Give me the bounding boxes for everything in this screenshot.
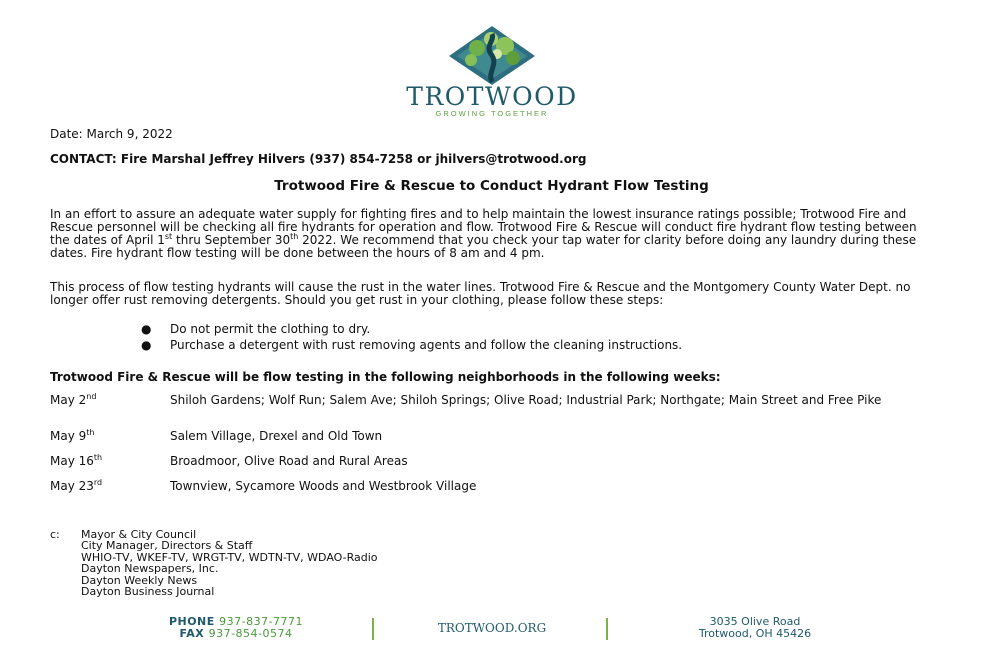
cc-recipient: Dayton Newspapers, Inc. <box>81 562 219 576</box>
schedule-date: May 23rd <box>50 478 103 493</box>
bullet-icon: ● <box>141 338 152 352</box>
cc-list <box>81 529 581 597</box>
footer-address <box>650 616 860 640</box>
schedule-date: May 2nd <box>50 392 97 407</box>
footer-website-link[interactable]: TROTWOOD.ORG <box>437 621 547 635</box>
footer-fax: FAX 937-854-0574 <box>179 627 293 640</box>
cleaning-steps-list <box>140 321 682 353</box>
bullet-icon: ● <box>141 322 152 336</box>
list-item: ● Do not permit the clothing to dry. <box>141 322 371 336</box>
schedule-areas: Shiloh Gardens; Wolf Run; Salem Ave; Shiloh Springs; Olive Road; Industrial Park; Northgate; Main Street and Free Pike <box>170 393 882 407</box>
cc-recipient: Mayor & City Council <box>81 528 197 541</box>
schedule-heading: Trotwood Fire & Rescue will be flow testing in the following neighborhoods in the following weeks: <box>50 370 721 384</box>
logo-wordmark: TROTWOOD <box>406 82 578 111</box>
schedule-areas: Salem Village, Drexel and Old Town <box>170 429 383 443</box>
list-item: ● Purchase a detergent with rust removing agents and follow the cleaning instructions. <box>141 338 683 352</box>
contact-line: CONTACT: Fire Marshal Jeffrey Hilvers (937) 854-7258 or jhilvers@trotwood.org <box>50 152 587 166</box>
schedule-date: May 9th <box>50 428 95 443</box>
tree-emblem-icon <box>447 24 537 86</box>
cc-recipient: City Manager, Directors & Staff <box>81 539 253 553</box>
schedule-areas: Broadmoor, Olive Road and Rural Areas <box>170 454 408 468</box>
address-line: Trotwood, OH 45426 <box>698 627 812 640</box>
footer-phone: PHONE 937-837-7771 <box>168 615 304 628</box>
logo-tagline: GROWING TOGETHER <box>435 109 549 118</box>
trotwood-logo <box>358 24 626 119</box>
footer-contact <box>126 616 346 640</box>
cc-recipient: Dayton Business Journal <box>81 585 215 599</box>
cc-label: c: <box>50 528 60 541</box>
cc-recipient: Dayton Weekly News <box>81 573 198 587</box>
page-title: Trotwood Fire & Rescue to Conduct Hydrant Flow Testing <box>274 178 709 194</box>
footer-divider <box>606 618 608 640</box>
intro-paragraph: In an effort to assure an adequate water supply for fighting fires and to help maintain the lowest insurance ratings possible; Trotwood Fire and Rescue personnel will be checking all fire hydrants for operation and flow. Trotwood Fire & Rescue will conduct fire hydrant flow testing between the dates of April 1st thru September 30th 2022. We recommend that you check your tap water for clarity before doing any laundry during these dates. Fire hydrant flow testing will be done between the hours of 8 am and 4 pm. <box>50 207 917 260</box>
release-date: Date: March 9, 2022 <box>50 127 173 141</box>
cc-recipient: WHIO-TV, WKEF-TV, WRGT-TV, WDTN-TV, WDAO-Radio <box>81 550 378 564</box>
rust-paragraph: This process of flow testing hydrants will cause the rust in the water lines. Trotwood Fire & Rescue and the Montgomery County Water Dept. no longer offer rust removing detergents. Should you get rust in your clothing, please follow these steps: <box>50 280 911 307</box>
footer-divider <box>372 618 374 640</box>
schedule-date: May 16th <box>50 453 103 468</box>
address-line: 3035 Olive Road <box>709 615 801 628</box>
schedule-areas: Townview, Sycamore Woods and Westbrook Village <box>170 479 477 493</box>
